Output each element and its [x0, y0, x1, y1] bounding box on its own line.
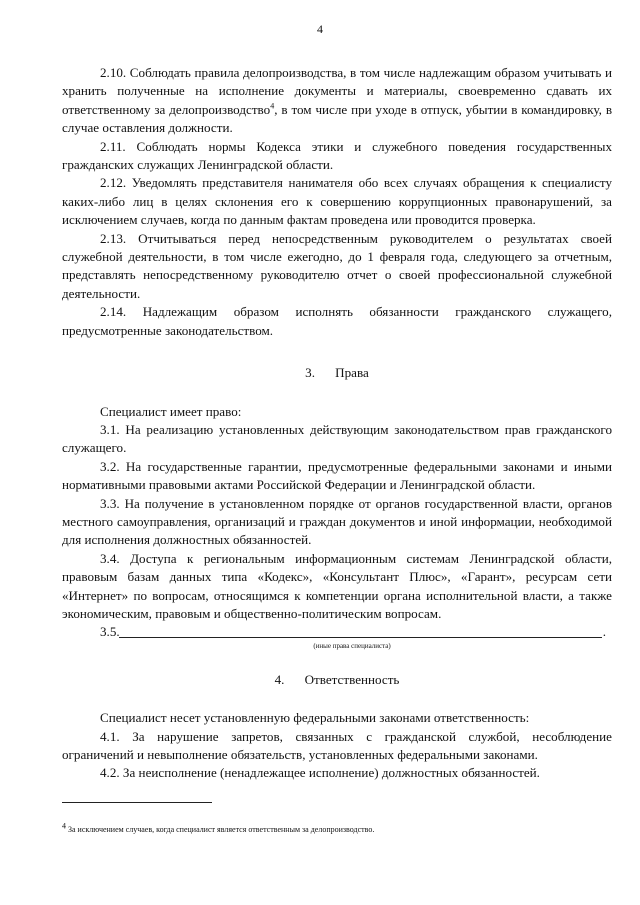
paragraph-3-2: 3.2. На государственные гарантии, предусмотренные федеральными законами и иными нормативными правовыми актами Российской Федерации и Ленинградской области. — [62, 458, 612, 493]
footnote-text: За исключением случаев, когда специалист является ответственным за делопроизводство. — [66, 825, 375, 834]
footnote-marker: 4 — [62, 821, 66, 831]
paragraph-3-3: 3.3. На получение в установленном порядке от органов государственной власти, органов местного самоуправления, организаций и граждан документов и иной информации, необходимой для исполнения должностных обязанностей. — [62, 495, 612, 548]
footnote-reference[interactable]: 4 — [270, 101, 275, 111]
paragraph-4-1: 4.1. За нарушение запретов, связанных с гражданской службой, несоблюдение ограничений и невыполнение обязательств, установленных федеральными законами. — [62, 728, 612, 762]
paragraph-3-5 — [62, 623, 612, 641]
paragraph-4-2: 4.2. За неисполнение (ненадлежащее исполнение) должностных обязанностей. — [100, 765, 540, 781]
paragraph-3-5-label: 3.5. — [100, 624, 120, 640]
responsibility-intro: Специалист несет установленную федеральными законами ответственность: — [100, 710, 530, 726]
page-number: 4 — [317, 22, 323, 36]
paragraph-2-10-text-end: , в том числе при уходе в отпуск, убытии в командировку, в случае оставления должности. — [62, 101, 612, 136]
paragraph-2-10 — [62, 64, 612, 138]
paragraph-2-10-text: 2.10. Соблюдать правила делопроизводства, в том числе надлежащим образом учитывать и хранить полученные на исполнение документы и материалы, своевременно сдавать их ответственному за делопроизводство — [62, 65, 612, 117]
section-3-title: Права — [335, 365, 369, 381]
document-body — [62, 64, 612, 783]
paragraph-2-13: 2.13. Отчитываться перед непосредственным руководителем о результатах своей служебной деятельности, в том числе ежегодно, до 1 февраля года, следующего за отчетным, представлять непосредственному руководителю отчет о своей профессиональной служебной деятельности. — [62, 230, 612, 301]
section-3-heading — [62, 364, 612, 382]
paragraph-2-11: 2.11. Соблюдать нормы Кодекса этики и служебного поведения государственных гражданских служащих Ленинградской области. — [62, 138, 612, 173]
paragraph-3-4: 3.4. Доступа к региональным информационным системам Ленинградской области, правовым базам данных типа «Кодекс», «Консультант Плюс», «Гарант», ресурсам сети «Интернет» по вопросам, относящимся к компетенции органа исполнительной власти, а также экономическим, правовым и общественно-политическим вопросам. — [62, 550, 612, 621]
paragraph-2-14: 2.14. Надлежащим образом исполнять обязанности гражданского служащего, предусмотренные законодательством. — [62, 304, 612, 338]
section-4-title: Ответственность — [304, 671, 400, 687]
section-4-heading — [62, 671, 612, 689]
paragraph-3-5-end: . — [602, 624, 606, 640]
footnote-divider — [62, 802, 212, 803]
section-4-number: 4. — [274, 671, 285, 687]
rights-intro: Специалист имеет право: — [100, 403, 242, 419]
fill-in-line — [119, 637, 602, 638]
paragraph-3-1: 3.1. На реализацию установленных действующим законодательством прав гражданского служащего. — [62, 421, 612, 456]
paragraph-2-12: 2.12. Уведомлять представителя нанимателя обо всех случаях обращения к специалисту каких-либо лиц в целях склонения его к совершению коррупционных правонарушений, за исключением случаев, когда по данным фактам проведена или проводится проверка. — [62, 175, 612, 228]
section-3-number: 3. — [305, 365, 315, 381]
fill-in-caption: (иные права специалиста) — [313, 641, 391, 650]
footnote — [62, 821, 375, 835]
